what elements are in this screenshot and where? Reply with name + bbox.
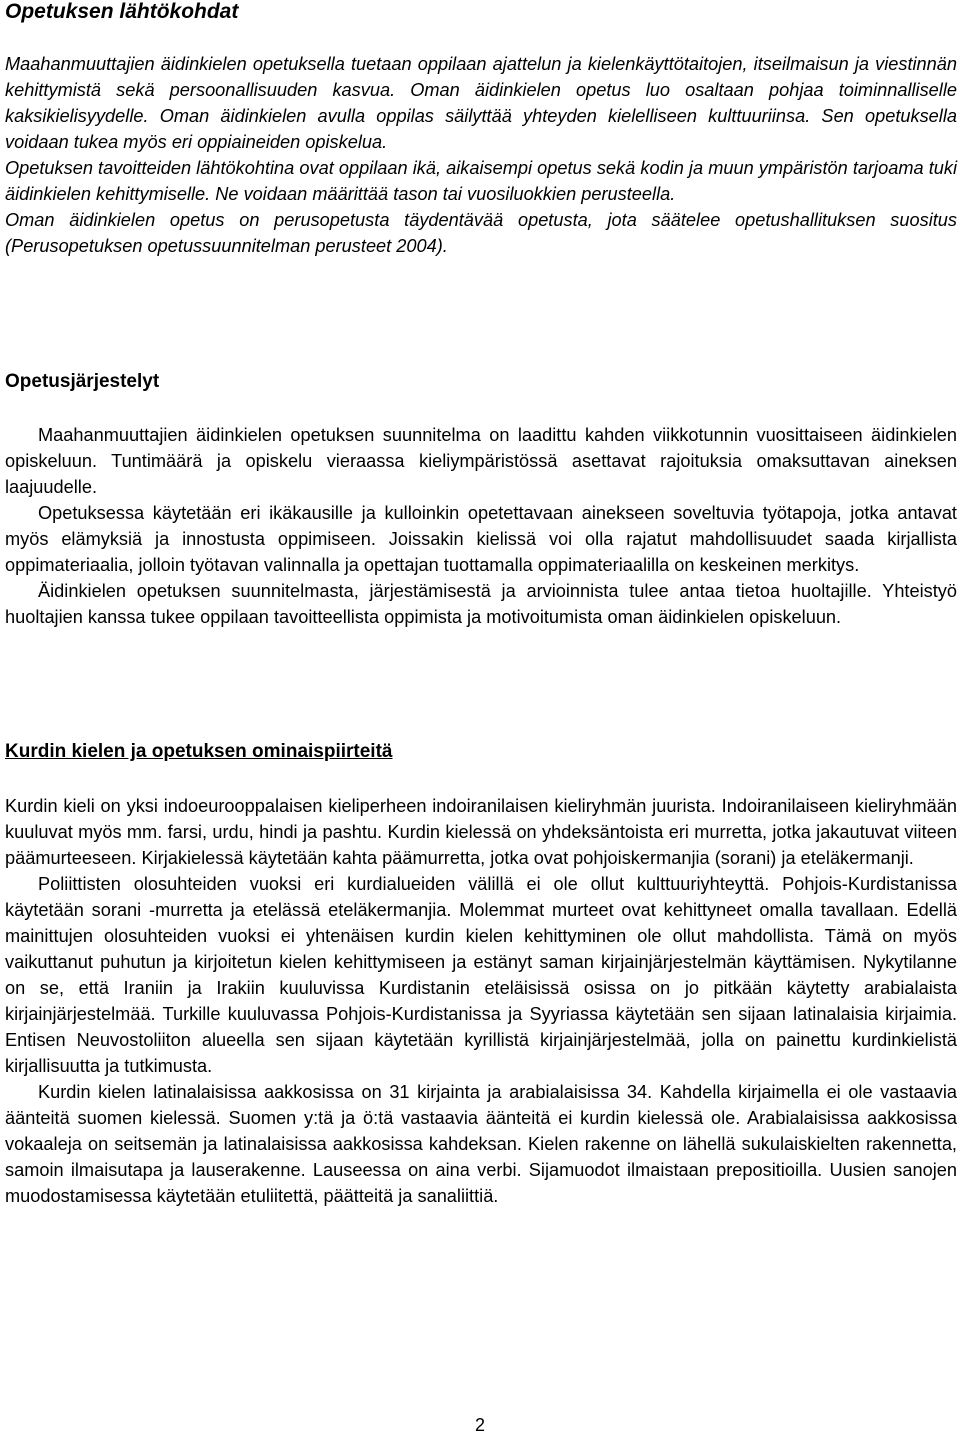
paragraph: Kurdin kieli on yksi indoeurooppalaisen kieliperheen indoiranilaisen kieliryhmän juurista. Indoiranilaiseen kieliryhmään kuuluvat myös mm. farsi, urdu, hindi ja pashtu. Kurdin kielessä on yhdeksäntoista eri murretta, jotka jakautuvat viiteen päämurteeseen. Kirjakielessä käytetään kahta päämurretta, jotka ovat pohjoiskermanjia (sorani) ja eteläkermanji. [5,796,957,868]
section-heading: Kurdin kielen ja opetuksen ominaispiirteitä [5,741,393,762]
section-heading: Opetusjärjestelyt [5,371,160,392]
section-heading: Opetuksen lähtökohdat [5,0,239,23]
paragraph: Oman äidinkielen opetus on perusopetusta täydentävää opetusta, jota säätelee opetushallituksen suositus (Perusopetuksen opetussuunnitelman perusteet 2004). [5,210,957,256]
section-lahtokohdat [5,0,957,259]
paragraph: Poliittisten olosuhteiden vuoksi eri kurdialueiden välillä ei ole ollut kulttuuriyhteyttä. Pohjois-Kurdistanissa käytetään sorani -murretta ja etelässä eteläkermanjia. Molemmat murteet ovat kehittyneet omalla tavallaan. Edellä mainittujen olosuhteiden vuoksi ei yhtenäisen kurdin kielen kehittyminen ole ollut mahdollista. Tämä on myös vaikuttanut puhutun ja kirjoitetun kielen kehittymiseen ja estänyt saman kirjainjärjestelmän käyttämisen. Nykytilanne on se, että Iraniin ja Irakiin kuuluvissa Kurdistanin eteläisissä osissa on jo pitkään käytetty arabialaista kirjainjärjestelmää. Turkille kuuluvassa Pohjois-Kurdistanissa ja Syyriassa käytetään sen sijaan latinalaisia kirjaimia. Entisen Neuvostoliiton alueella sen sijaan käytetään kyrillistä kirjainjärjestelmää, jolla on painettu kurdinkielistä kirjallisuutta ja tutkimusta. [5,874,957,1076]
section-body [5,51,957,259]
page-number: 2 [474,1415,485,1435]
section-kurdin-kieli [5,740,957,1209]
paragraph: Maahanmuuttajien äidinkielen opetuksen suunnitelma on laadittu kahden viikkotunnin vuosittaiseen äidinkielen opiskeluun. Tuntimäärä ja opiskelu vieraassa kieliympäristössä asettavat rajoituksia omaksuttavan aineksen laajuudelle. [5,425,957,497]
section-body [5,422,957,630]
paragraph: Opetuksessa käytetään eri ikäkausille ja kulloinkin opetettavaan ainekseen soveltuvia työtapoja, jotka antavat myös elämyksiä ja innostusta oppimiseen. Joissakin kielissä voi olla rajatut mahdollisuudet saada kirjallista oppimateriaalia, jolloin työtavan valinnalla ja opettajan tuottamalla oppimateriaalilla on keskeinen merkitys. [5,503,957,575]
section-body [5,793,957,1209]
paragraph: Kurdin kielen latinalaisissa aakkosissa on 31 kirjainta ja arabialaisissa 34. Kahdella kirjaimella ei ole vastaavia äänteitä suomen kielessä. Suomen y:tä ja ö:tä vastaavia äänteitä ei kurdin kielessä ole. Arabialaisissa aakkosissa vokaaleja on seitsemän ja latinalaisissa aakkosissa kahdeksan. Kielen rakenne on lähellä sukulaiskielten rakennetta, samoin ilmaisutapa ja lauserakenne. Lauseessa on aina verbi. Sijamuodot ilmaistaan prepositioilla. Uusien sanojen muodostamisessa käytetään etuliitettä, päätteitä ja sanaliittiä. [5,1082,957,1206]
paragraph: Opetuksen tavoitteiden lähtökohtina ovat oppilaan ikä, aikaisempi opetus sekä kodin ja muun ympäristön tarjoama tuki äidinkielen kehittymiselle. Ne voidaan määrittää tason tai vuosiluokkien perusteella. [5,158,957,204]
paragraph: Maahanmuuttajien äidinkielen opetuksella tuetaan oppilaan ajattelun ja kielenkäyttötaitojen, itseilmaisun ja viestinnän kehittymistä sekä persoonallisuuden kasvua. Oman äidinkielen opetus luo osaltaan pohjaa toiminnalliselle kaksikielisyydelle. Oman äidinkielen avulla oppilas säilyttää yhteyden kielelliseen kulttuuriinsa. Sen opetuksella voidaan tukea myös eri oppiaineiden opiskelua. [5,54,957,152]
section-opetusjarjestelyt [5,370,957,630]
paragraph: Äidinkielen opetuksen suunnitelmasta, järjestämisestä ja arvioinnista tulee antaa tietoa huoltajille. Yhteistyö huoltajien kanssa tukee oppilaan tavoitteellista oppimista ja motivoitumista oman äidinkielen opiskeluun. [5,581,957,627]
